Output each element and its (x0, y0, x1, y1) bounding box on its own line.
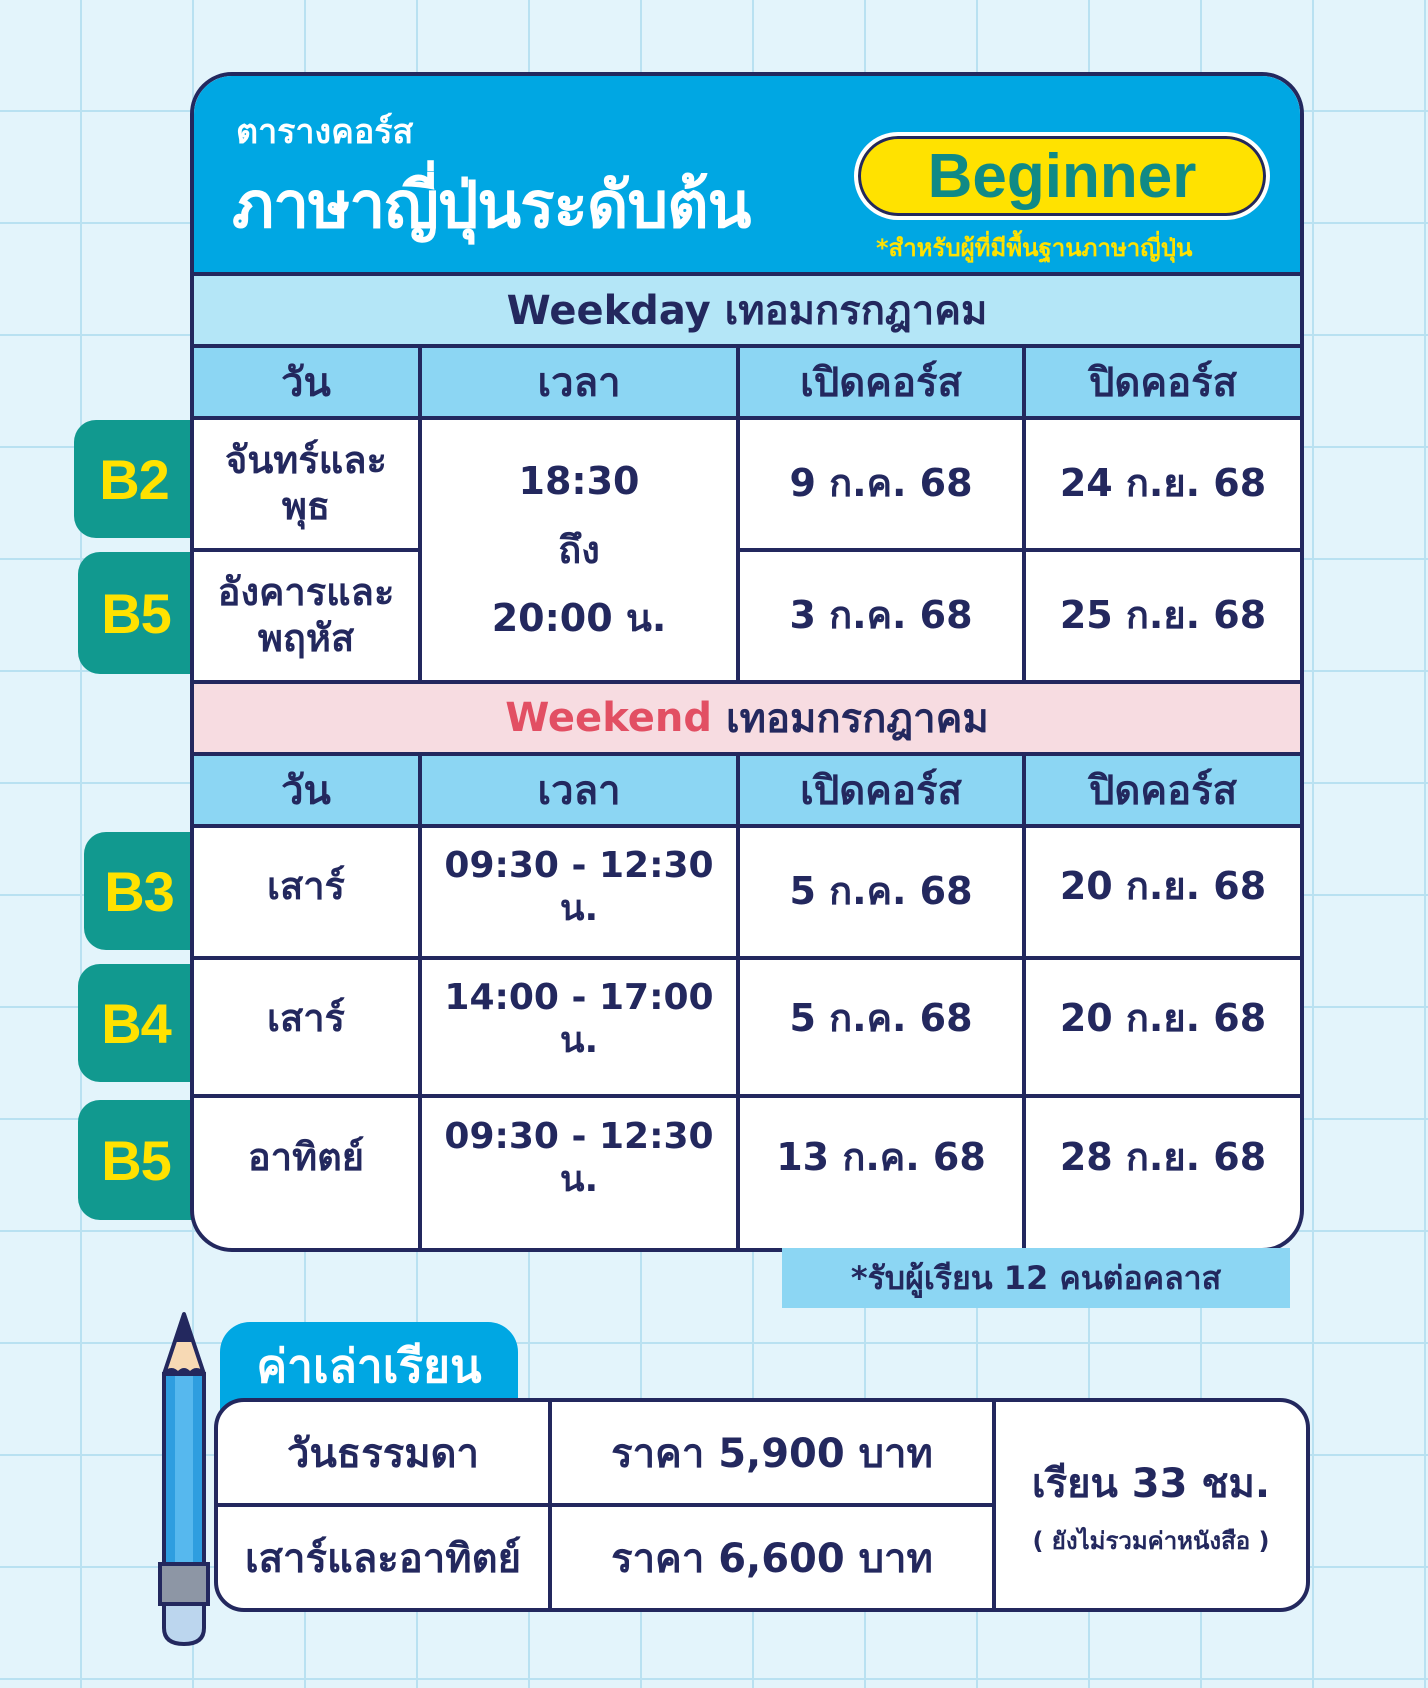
card-header (194, 76, 1300, 276)
prerequisite-note: *สำหรับผู้ที่มีพื้นฐานภาษาญี่ปุ่น (876, 234, 1193, 262)
weekend-col-time: เวลา (422, 756, 736, 828)
divider (736, 548, 1300, 552)
weekend-col-close: ปิดคอร์ส (1026, 756, 1300, 828)
fee-row-2-label: เสาร์และอาทิตย์ (244, 1535, 522, 1582)
pencil-icon (150, 1310, 220, 1648)
class-tab-b4: B4 (78, 964, 194, 1082)
weekend-row-2-close: 20 ก.ย. 68 (1059, 996, 1267, 1041)
fee-row-1-label: วันธรรมดา (287, 1430, 479, 1477)
weekend-row-2-day: เสาร์ (267, 996, 345, 1041)
weekend-row-3-day: อาทิตย์ (247, 1135, 365, 1180)
divider (1022, 756, 1026, 1248)
weekday-row-2-close: 25 ก.ย. 68 (1059, 593, 1267, 638)
class-tab-b3: B3 (84, 832, 194, 950)
weekend-heading-highlight: Weekend (505, 695, 712, 741)
divider (194, 548, 422, 552)
weekday-row-1-day-line2: พุธ (281, 484, 331, 528)
divider (736, 756, 740, 1248)
divider (194, 1094, 1300, 1098)
weekend-row-3-close: 28 ก.ย. 68 (1059, 1135, 1267, 1180)
weekday-row-2-day-line1: อังคารและ (217, 570, 395, 615)
class-tab-b2: B2 (74, 420, 194, 538)
weekend-row-1-close: 20 ก.ย. 68 (1059, 864, 1267, 909)
divider (194, 956, 1300, 960)
weekend-heading-rest: เทอมกรกฎาคม (725, 696, 989, 742)
weekend-row-3-time: 09:30 - 12:30 น. (444, 1115, 714, 1200)
fee-row-2-price: ราคา 6,600 บาท (611, 1535, 933, 1582)
weekend-row-1-time: 09:30 - 12:30 น. (444, 844, 714, 929)
weekend-heading (194, 680, 1300, 756)
divider (218, 1503, 996, 1507)
divider (1022, 348, 1026, 680)
class-tab-b5-weekend: B5 (78, 1100, 194, 1220)
weekday-row-2-day (194, 552, 418, 680)
weekend-row-3-open: 13 ก.ค. 68 (776, 1135, 986, 1180)
fee-hours-note: ( ยังไม่รวมค่าหนังสือ ) (1032, 1526, 1270, 1555)
weekend-row-1-open: 5 ก.ค. 68 (789, 869, 973, 914)
divider (736, 348, 740, 680)
weekday-col-time: เวลา (422, 348, 736, 420)
weekday-col-open: เปิดคอร์ส (740, 348, 1022, 420)
course-subtitle: ตารางคอร์ส (236, 112, 414, 152)
class-tab-b5-weekday: B5 (78, 552, 194, 674)
fee-hours-value: เรียน 33 ชม. (1031, 1460, 1271, 1507)
tuition-tab: ค่าเล่าเรียน (220, 1322, 518, 1410)
tuition-table (214, 1398, 1310, 1612)
weekend-row-2-time: 14:00 - 17:00 น. (444, 976, 714, 1061)
capacity-note: *รับผู้เรียน 12 คนต่อคลาส (782, 1248, 1290, 1308)
weekday-row-1-close: 24 ก.ย. 68 (1059, 461, 1267, 506)
weekend-row-2-open: 5 ก.ค. 68 (789, 996, 973, 1041)
level-badge: Beginner (854, 132, 1270, 220)
schedule-card (190, 72, 1304, 1252)
weekday-row-1-day-line1: จันทร์และ (225, 438, 387, 483)
divider (418, 348, 422, 680)
weekend-row-1-day: เสาร์ (267, 864, 345, 909)
weekday-heading: Weekday เทอมกรกฎาคม (194, 276, 1300, 348)
course-title: ภาษาญี่ปุ่นระดับต้น (232, 169, 751, 243)
weekday-time-line1: 18:30 (518, 459, 640, 504)
weekday-row-1-open: 9 ก.ค. 68 (789, 461, 973, 506)
fee-row-1-price: ราคา 5,900 บาท (611, 1430, 933, 1477)
weekday-time-line2: ถึง (558, 527, 600, 572)
weekday-col-day: วัน (194, 348, 418, 420)
divider (418, 756, 422, 1248)
weekday-row-1-day (194, 420, 418, 548)
weekend-col-day: วัน (194, 756, 418, 828)
fee-hours (996, 1402, 1306, 1608)
weekday-row-2-day-line2: พฤหัส (257, 616, 355, 660)
weekend-col-open: เปิดคอร์ส (740, 756, 1022, 828)
weekday-row-2-open: 3 ก.ค. 68 (789, 593, 973, 638)
weekday-time (422, 420, 736, 680)
weekday-col-close: ปิดคอร์ส (1026, 348, 1300, 420)
weekday-time-line3: 20:00 น. (491, 596, 667, 641)
